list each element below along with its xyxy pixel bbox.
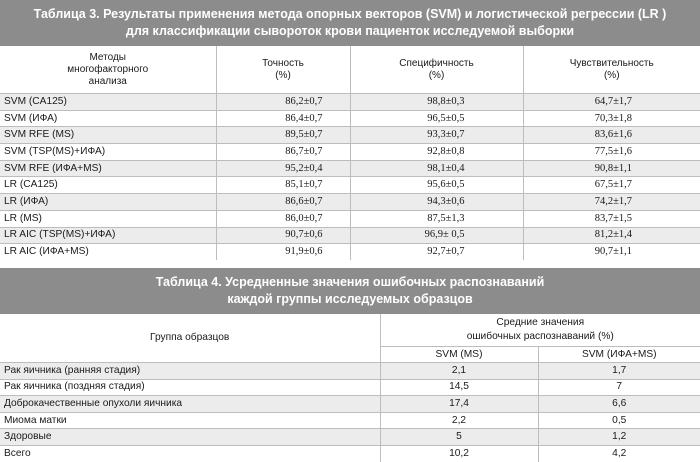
table4 bbox=[0, 314, 700, 462]
table4-title-line1: Таблица 4. Усредненные значения ошибочных распознаваний bbox=[0, 274, 700, 291]
table3-row bbox=[0, 127, 700, 144]
table4-row bbox=[0, 445, 700, 461]
table3-header-accuracy-line1: Точность bbox=[217, 58, 350, 70]
table4-row bbox=[0, 429, 700, 446]
table3-accuracy-cell: 86,2±0,7 bbox=[216, 94, 350, 111]
table3-sensitivity-cell: 81,2±1,4 bbox=[523, 227, 700, 244]
table3-header-specificity-line1: Специфичность bbox=[351, 58, 523, 70]
table3-header-accuracy-line2: (%) bbox=[217, 70, 350, 82]
table3-accuracy-cell: 86,0±0,7 bbox=[216, 210, 350, 227]
table3-method-cell: LR AIC (ИФА+MS) bbox=[0, 244, 216, 260]
table3-title bbox=[0, 0, 700, 46]
table4-svm-ms-cell: 14,5 bbox=[380, 379, 538, 396]
table4-group-cell: Доброкачественные опухоли яичника bbox=[0, 396, 380, 413]
table4-group-cell: Всего bbox=[0, 445, 380, 461]
table3-row bbox=[0, 244, 700, 260]
table3-sensitivity-cell: 90,7±1,1 bbox=[523, 244, 700, 260]
table3-method-cell: LR (ИФА) bbox=[0, 194, 216, 211]
table3-row bbox=[0, 94, 700, 111]
table4-header-group: Группа образцов bbox=[0, 314, 380, 363]
table3-header-method-line3: анализа bbox=[0, 76, 216, 88]
table3-header-specificity-line2: (%) bbox=[351, 70, 523, 82]
table4-row bbox=[0, 396, 700, 413]
table3-accuracy-cell: 89,5±0,7 bbox=[216, 127, 350, 144]
table4-header-svm-ms: SVM (MS) bbox=[380, 347, 538, 363]
table4-title bbox=[0, 268, 700, 314]
table3-row bbox=[0, 110, 700, 127]
table4-row bbox=[0, 363, 700, 380]
table3-method-cell: LR AIC (TSP(MS)+ИФА) bbox=[0, 227, 216, 244]
table3-method-cell: SVM (CA125) bbox=[0, 94, 216, 111]
table4-svm-ms-cell: 17,4 bbox=[380, 396, 538, 413]
table3-method-cell: SVM (TSP(MS)+ИФА) bbox=[0, 144, 216, 161]
table4-svm-ms-cell: 5 bbox=[380, 429, 538, 446]
table4-svm-ifa-ms-cell: 6,6 bbox=[538, 396, 700, 413]
table3-method-cell: SVM (ИФА) bbox=[0, 110, 216, 127]
table3-accuracy-cell: 95,2±0,4 bbox=[216, 160, 350, 177]
table3-sensitivity-cell: 64,7±1,7 bbox=[523, 94, 700, 111]
table3-specificity-cell: 92,7±0,7 bbox=[350, 244, 523, 260]
table4-group-cell: Миома матки bbox=[0, 412, 380, 429]
table3-header-row bbox=[0, 46, 700, 94]
table3-accuracy-cell: 86,4±0,7 bbox=[216, 110, 350, 127]
table3-title-line2: для классификации сывороток крови пациенток исследуемой выборки bbox=[0, 23, 700, 40]
table4-header-average bbox=[380, 314, 700, 347]
table3-header-sensitivity-line1: Чувствительность bbox=[524, 58, 700, 70]
table3-sensitivity-cell: 77,5±1,6 bbox=[523, 144, 700, 161]
table4-svm-ms-cell: 2,2 bbox=[380, 412, 538, 429]
table3-specificity-cell: 98,8±0,3 bbox=[350, 94, 523, 111]
table3-accuracy-cell: 91,9±0,6 bbox=[216, 244, 350, 260]
table3-accuracy-cell: 90,7±0,6 bbox=[216, 227, 350, 244]
table3-method-cell: SVM RFE (ИФА+MS) bbox=[0, 160, 216, 177]
table3-row bbox=[0, 210, 700, 227]
table4-svm-ifa-ms-cell: 0,5 bbox=[538, 412, 700, 429]
table3-accuracy-cell: 86,6±0,7 bbox=[216, 194, 350, 211]
table3-row bbox=[0, 160, 700, 177]
table3-specificity-cell: 87,5±1,3 bbox=[350, 210, 523, 227]
table3-header-method-line2: многофакторного bbox=[0, 64, 216, 76]
table3-sensitivity-cell: 74,2±1,7 bbox=[523, 194, 700, 211]
table3-title-line1: Таблица 3. Результаты применения метода опорных векторов (SVM) и логистической регрессии (LR ) bbox=[0, 6, 700, 23]
table3-specificity-cell: 92,8±0,8 bbox=[350, 144, 523, 161]
table3-row bbox=[0, 177, 700, 194]
table4-svm-ms-cell: 2,1 bbox=[380, 363, 538, 380]
table4-group-cell: Рак яичника (поздняя стадия) bbox=[0, 379, 380, 396]
table3-sensitivity-cell: 70,3±1,8 bbox=[523, 110, 700, 127]
table3-specificity-cell: 96,9± 0,5 bbox=[350, 227, 523, 244]
table4-title-line2: каждой группы исследуемых образцов bbox=[0, 291, 700, 308]
table4-header-row bbox=[0, 314, 700, 347]
table3-header-sensitivity bbox=[523, 46, 700, 94]
table4-header-average-line1: Средние значения bbox=[381, 316, 700, 330]
table3-sensitivity-cell: 90,8±1,1 bbox=[523, 160, 700, 177]
table3-specificity-cell: 94,3±0,6 bbox=[350, 194, 523, 211]
table4-svm-ifa-ms-cell: 1,7 bbox=[538, 363, 700, 380]
table3-header-sensitivity-line2: (%) bbox=[524, 70, 700, 82]
table3-row bbox=[0, 227, 700, 244]
table3-sensitivity-cell: 83,7±1,5 bbox=[523, 210, 700, 227]
table3-header-method bbox=[0, 46, 216, 94]
table3-method-cell: LR (MS) bbox=[0, 210, 216, 227]
table3-specificity-cell: 96,5±0,5 bbox=[350, 110, 523, 127]
table4-row bbox=[0, 412, 700, 429]
table3-sensitivity-cell: 83,6±1,6 bbox=[523, 127, 700, 144]
table4-svm-ifa-ms-cell: 7 bbox=[538, 379, 700, 396]
table3-specificity-cell: 98,1±0,4 bbox=[350, 160, 523, 177]
table3-header-method-line1: Методы bbox=[0, 52, 216, 64]
table3-sensitivity-cell: 67,5±1,7 bbox=[523, 177, 700, 194]
table3-method-cell: SVM RFE (MS) bbox=[0, 127, 216, 144]
table4-group-cell: Здоровые bbox=[0, 429, 380, 446]
table3-specificity-cell: 93,3±0,7 bbox=[350, 127, 523, 144]
table3-accuracy-cell: 85,1±0,7 bbox=[216, 177, 350, 194]
table4-group-cell: Рак яичника (ранняя стадия) bbox=[0, 363, 380, 380]
table3-header-accuracy bbox=[216, 46, 350, 94]
table3-header-specificity bbox=[350, 46, 523, 94]
table4-svm-ifa-ms-cell: 1,2 bbox=[538, 429, 700, 446]
table4-row bbox=[0, 379, 700, 396]
table3 bbox=[0, 46, 700, 260]
table3-method-cell: LR (CA125) bbox=[0, 177, 216, 194]
table3-specificity-cell: 95,6±0,5 bbox=[350, 177, 523, 194]
table3-accuracy-cell: 86,7±0,7 bbox=[216, 144, 350, 161]
table4-header-average-line2: ошибочных распознаваний (%) bbox=[381, 330, 700, 344]
table3-row bbox=[0, 194, 700, 211]
table3-row bbox=[0, 144, 700, 161]
table4-header-svm-ifa-ms: SVM (ИФА+MS) bbox=[538, 347, 700, 363]
table4-svm-ms-cell: 10,2 bbox=[380, 445, 538, 461]
table4-svm-ifa-ms-cell: 4,2 bbox=[538, 445, 700, 461]
